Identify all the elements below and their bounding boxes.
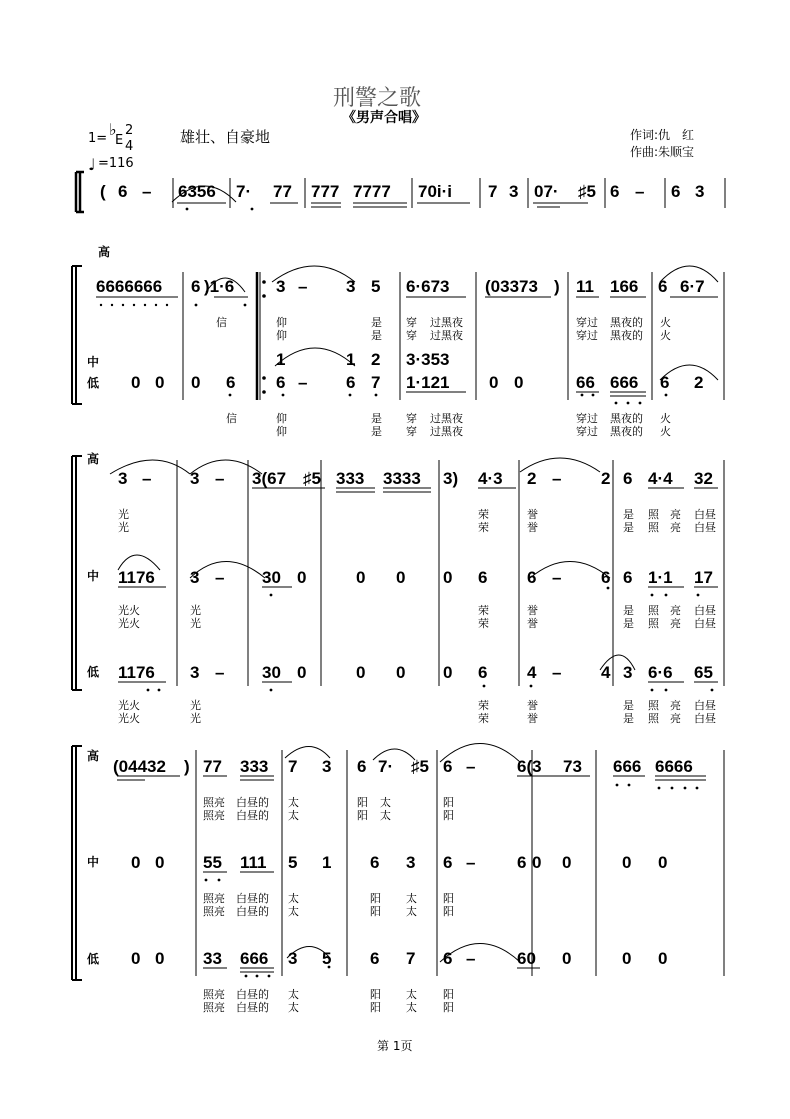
note-token: 4 xyxy=(601,663,611,682)
lyric: 是 xyxy=(623,521,634,534)
lyric: 白昼 xyxy=(694,617,716,630)
note-token: 6 xyxy=(478,568,488,587)
part-label-mid: 中 xyxy=(87,855,100,869)
lyric: 誉 xyxy=(527,699,538,712)
note-token: 7· xyxy=(378,757,394,776)
part-label-low: 低 xyxy=(87,376,100,390)
note-token: 65 xyxy=(694,663,713,682)
system-3-low xyxy=(118,663,713,682)
lyric: 是 xyxy=(623,699,634,712)
system-3-mid xyxy=(118,568,713,587)
lyric: 荣 xyxy=(478,617,489,630)
note-token: 0 xyxy=(514,373,524,392)
lyric: 白昼 xyxy=(694,604,716,617)
quarter-note-icon: ♩ xyxy=(88,155,96,174)
lyric: 荣 xyxy=(478,604,489,617)
lyric: 是 xyxy=(623,604,634,617)
lyric: 照 xyxy=(648,617,659,630)
note-token: – xyxy=(552,469,562,488)
note-token: 6 xyxy=(658,277,668,296)
note-token: 3 xyxy=(190,568,200,587)
note-token: 6666 xyxy=(655,757,693,776)
lyric: 照 xyxy=(648,508,659,521)
lyric: 阳 xyxy=(370,988,381,1001)
note-token: 11 xyxy=(576,277,594,296)
lyric: 穿 xyxy=(406,316,417,329)
lyric: 是 xyxy=(623,617,634,630)
lyric: 白昼的 xyxy=(236,809,269,822)
lyric: 白昼 xyxy=(694,712,716,725)
note-token: 3 xyxy=(623,663,633,682)
lyric: 光 xyxy=(118,521,129,534)
note-token: 5 xyxy=(371,277,381,296)
lyric: 照亮 xyxy=(203,796,225,809)
lyric: 亮 xyxy=(670,699,681,712)
part-label-mid: 中 xyxy=(87,355,100,369)
lyric: 照 xyxy=(648,521,659,534)
lyric: 白昼的 xyxy=(236,988,269,1001)
note-token: – xyxy=(215,469,225,488)
note-token: 33 xyxy=(203,949,222,968)
note-token: 3(67 xyxy=(252,469,287,488)
note-token: 70i·i xyxy=(418,182,453,201)
note-token: 0 xyxy=(443,568,453,587)
note-token: 1176 xyxy=(118,568,155,587)
note-token: – xyxy=(298,277,308,296)
note-token: 6 xyxy=(191,277,201,296)
lyric: 光火 xyxy=(118,712,140,725)
note-token: 55 xyxy=(203,853,222,872)
lyric: 照亮 xyxy=(203,905,225,918)
system-4-low xyxy=(131,949,667,968)
lyric: 光火 xyxy=(118,617,140,630)
note-token: 1176 xyxy=(118,663,155,682)
note-token: 0 xyxy=(443,663,453,682)
flat-sign: ♭ xyxy=(109,120,117,139)
lyric: 黑夜的 xyxy=(610,316,643,329)
note-token: 3 xyxy=(509,182,519,201)
note-token: 0 xyxy=(155,373,165,392)
lyric: 是 xyxy=(623,508,634,521)
lyric: 亮 xyxy=(670,604,681,617)
note-token: 0 xyxy=(658,949,668,968)
note-token: 6·7 xyxy=(680,277,705,296)
time-signature-top: 2 xyxy=(125,123,134,138)
lyric: 照亮 xyxy=(203,809,225,822)
lyric: 照亮 xyxy=(203,988,225,1001)
note-token: 777 xyxy=(311,182,340,201)
note-token: 0 xyxy=(191,373,201,392)
note-token: 6 xyxy=(118,182,128,201)
note-token: 0 xyxy=(356,663,366,682)
part-label-mid: 中 xyxy=(87,569,100,583)
lyric: 太 xyxy=(288,796,299,809)
note-token: 333 xyxy=(240,757,269,776)
lyric: 照亮 xyxy=(203,892,225,905)
expression-marking: 雄壮、自豪地 xyxy=(180,128,271,146)
note-token: – xyxy=(552,568,562,587)
note-token: 0 xyxy=(489,373,499,392)
note-token: 6·6 xyxy=(648,663,673,682)
lyric: 亮 xyxy=(670,712,681,725)
system-3-lyrics xyxy=(118,507,716,725)
lyric: 白昼的 xyxy=(236,892,269,905)
system-1-notes xyxy=(100,182,704,201)
lyric: 火 xyxy=(660,412,671,425)
note-token: 3 xyxy=(190,469,200,488)
system-4-lyrics xyxy=(203,795,454,1014)
note-token: 0 xyxy=(622,949,632,968)
note-token: 6 xyxy=(610,182,620,201)
note-token: 3 xyxy=(406,853,416,872)
system-3-high xyxy=(118,469,713,488)
note-token: 0 xyxy=(297,568,307,587)
note-token: 0 xyxy=(155,949,165,968)
lyric: 荣 xyxy=(478,699,489,712)
note-token: ♯5 xyxy=(411,757,429,776)
lyric: 仰 xyxy=(276,316,287,329)
note-token: 0 xyxy=(396,663,406,682)
lyric: 黑夜的 xyxy=(610,329,643,342)
lyric: 是 xyxy=(371,316,382,329)
lyric: 阳 xyxy=(370,892,381,905)
note-token: – xyxy=(142,469,152,488)
note-token: ( xyxy=(100,182,106,201)
note-token: 0 xyxy=(131,949,141,968)
note-token: 0 xyxy=(356,568,366,587)
lyric: 仰 xyxy=(276,329,287,342)
note-token: ♯5 xyxy=(303,469,321,488)
composer-credit: 作曲:朱顺宝 xyxy=(630,145,695,159)
note-token: 6 xyxy=(370,949,380,968)
note-token: 7 xyxy=(406,949,416,968)
part-label-low: 低 xyxy=(87,952,100,966)
note-token: 4·4 xyxy=(648,469,673,488)
note-token: 60 xyxy=(517,949,536,968)
lyric: 信 xyxy=(216,316,227,329)
note-token: 3 xyxy=(288,949,298,968)
note-token: – xyxy=(552,663,562,682)
note-token: – xyxy=(215,663,225,682)
note-token: 6 xyxy=(443,757,453,776)
lyric: 穿 xyxy=(406,412,417,425)
system-2-low xyxy=(131,373,703,392)
note-token: 6666666 xyxy=(96,277,163,296)
note-token: (04432 xyxy=(113,757,166,776)
note-token: 0 xyxy=(658,853,668,872)
lyric: 穿过 xyxy=(576,329,598,342)
lyric: 誉 xyxy=(527,712,538,725)
note-token: 2 xyxy=(601,469,611,488)
note-token: 1·1 xyxy=(648,568,673,587)
lyric: 照 xyxy=(648,604,659,617)
note-token: 3 xyxy=(118,469,128,488)
lyric: 仰 xyxy=(276,425,287,438)
note-token: 333 xyxy=(336,469,365,488)
lyric: 太 xyxy=(288,892,299,905)
lyricist-credit: 作词:仇 红 xyxy=(630,128,695,142)
note-token: 30 xyxy=(262,663,281,682)
note-token: 6(3 xyxy=(517,757,542,776)
note-token: 5 xyxy=(322,949,332,968)
lyric: 白昼 xyxy=(694,699,716,712)
note-token: 6 xyxy=(660,373,670,392)
note-token: 1 xyxy=(322,853,332,872)
note-token: 0 xyxy=(396,568,406,587)
note-token: 6·673 xyxy=(406,277,450,296)
lyric: 火 xyxy=(660,329,671,342)
lyric: 太 xyxy=(288,1001,299,1014)
note-token: 3 xyxy=(276,277,286,296)
lyric: 阳 xyxy=(370,1001,381,1014)
lyric: 太 xyxy=(380,796,391,809)
lyric: 光火 xyxy=(118,604,140,617)
lyric: 白昼的 xyxy=(236,1001,269,1014)
lyric: 光火 xyxy=(118,699,140,712)
part-label-high: 高 xyxy=(87,749,100,763)
note-token: 6 xyxy=(370,853,380,872)
lyric: 亮 xyxy=(670,521,681,534)
note-token: 3 xyxy=(346,277,356,296)
note-token: – xyxy=(466,949,476,968)
note-token: – xyxy=(635,182,645,201)
lyric: 太 xyxy=(288,988,299,1001)
note-token: – xyxy=(466,853,476,872)
note-token: 0 xyxy=(562,853,572,872)
note-token: 6356 xyxy=(178,182,216,201)
lyric: 阳 xyxy=(443,1001,454,1014)
lyric: 太 xyxy=(406,892,417,905)
note-token: 32 xyxy=(694,469,713,488)
tempo-marking: =116 xyxy=(98,156,134,171)
note-token: 3·353 xyxy=(406,350,450,369)
lyric: 白昼 xyxy=(694,521,716,534)
note-token: 6 xyxy=(226,373,236,392)
note-token: 73 xyxy=(563,757,582,776)
note-token: 2 xyxy=(694,373,704,392)
note-token: 77 xyxy=(203,757,222,776)
key-note: E xyxy=(115,133,124,148)
page-number: 第 1页 xyxy=(377,1039,413,1053)
note-token: 6 xyxy=(357,757,367,776)
lyric: 誉 xyxy=(527,521,538,534)
note-token: 0 xyxy=(622,853,632,872)
note-token: 6 xyxy=(623,568,633,587)
note-token: 7 xyxy=(288,757,298,776)
lyric: 太 xyxy=(288,905,299,918)
lyric: 太 xyxy=(288,809,299,822)
note-token: 6 xyxy=(478,663,488,682)
note-token: 4·3 xyxy=(478,469,503,488)
system-2-mid xyxy=(276,350,449,369)
note-token: ♯5 xyxy=(578,182,596,201)
system-4-mid xyxy=(131,853,667,872)
note-token: 7 xyxy=(488,182,498,201)
part-label-high: 高 xyxy=(87,452,100,466)
song-title: 刑警之歌 xyxy=(333,86,422,111)
note-token: 77 xyxy=(273,182,292,201)
note-token: 0 xyxy=(155,853,165,872)
note-token: 30 xyxy=(262,568,281,587)
note-token: 6 xyxy=(623,469,633,488)
note-token: – xyxy=(298,373,308,392)
lyric: 光 xyxy=(190,617,201,630)
lyric: 火 xyxy=(660,316,671,329)
note-token: 666 xyxy=(240,949,269,968)
lyric: 白昼 xyxy=(694,508,716,521)
note-token: ) xyxy=(184,757,190,776)
part-label-high: 高 xyxy=(98,245,111,259)
note-token: 1 xyxy=(276,350,286,369)
lyric: 太 xyxy=(380,809,391,822)
lyric: 光 xyxy=(190,604,201,617)
key-prefix: 1= xyxy=(88,131,108,146)
lyric: 亮 xyxy=(670,508,681,521)
note-token: 666 xyxy=(610,373,639,392)
lyric: 火 xyxy=(660,425,671,438)
lyric: 荣 xyxy=(478,712,489,725)
note-token: 7 xyxy=(371,373,381,392)
note-token: ) xyxy=(554,277,560,296)
note-token: 3 xyxy=(190,663,200,682)
lyric: 光 xyxy=(190,699,201,712)
lyric: 荣 xyxy=(478,521,489,534)
lyric: 阳 xyxy=(370,905,381,918)
note-token: (03373 xyxy=(485,277,538,296)
note-token: 0 xyxy=(297,663,307,682)
lyric: 照亮 xyxy=(203,1001,225,1014)
lyric: 过黑夜 xyxy=(430,329,463,342)
note-token: 6 xyxy=(346,373,356,392)
note-token: 6 xyxy=(671,182,681,201)
lyric: 阳 xyxy=(443,988,454,1001)
note-token: 7777 xyxy=(353,182,391,201)
note-token: 1 xyxy=(346,350,356,369)
lyric: 白昼的 xyxy=(236,905,269,918)
lyric: 阳 xyxy=(443,892,454,905)
note-token: 6 xyxy=(443,853,453,872)
note-token: – xyxy=(215,568,225,587)
lyric: 穿过 xyxy=(576,425,598,438)
lyric: 亮 xyxy=(670,617,681,630)
note-token: 3) xyxy=(443,469,459,488)
lyric: 过黑夜 xyxy=(430,425,463,438)
note-token: 6 xyxy=(443,949,453,968)
lyric: 过黑夜 xyxy=(430,316,463,329)
note-token: – xyxy=(466,757,476,776)
lyric: 阳 xyxy=(357,796,368,809)
lyric: 太 xyxy=(406,1001,417,1014)
lyric: 照 xyxy=(648,712,659,725)
lyric: 黑夜的 xyxy=(610,425,643,438)
note-token: 0 xyxy=(131,373,141,392)
note-token: 3333 xyxy=(383,469,421,488)
note-token: 666 xyxy=(613,757,642,776)
part-label-low: 低 xyxy=(87,665,100,679)
lyric: 照 xyxy=(648,699,659,712)
lyric: 誉 xyxy=(527,508,538,521)
lyric: 黑夜的 xyxy=(610,412,643,425)
note-token: 4 xyxy=(527,663,537,682)
note-token: 2 xyxy=(527,469,537,488)
note-token: 6 xyxy=(276,373,286,392)
lyric: 誉 xyxy=(527,604,538,617)
note-token: 2 xyxy=(371,350,381,369)
note-token: 66 xyxy=(576,373,595,392)
note-token: 3 xyxy=(322,757,332,776)
lyric: 是 xyxy=(371,329,382,342)
song-subtitle: 《男声合唱》 xyxy=(342,110,426,126)
lyric: 太 xyxy=(406,905,417,918)
system-4-high xyxy=(113,757,693,776)
note-token: 0 xyxy=(131,853,141,872)
note-token: 0 xyxy=(532,853,542,872)
note-token: 6 xyxy=(517,853,527,872)
note-token: 6 xyxy=(527,568,537,587)
lyric: 过黑夜 xyxy=(430,412,463,425)
note-token: 0 xyxy=(562,949,572,968)
lyric: 白昼的 xyxy=(236,796,269,809)
lyric: 阳 xyxy=(443,809,454,822)
time-signature-bottom: 4 xyxy=(125,139,134,154)
lyric: 信 xyxy=(226,412,237,425)
lyric: 是 xyxy=(371,412,382,425)
lyric: 仰 xyxy=(276,412,287,425)
note-token: 6 xyxy=(601,568,611,587)
note-token: – xyxy=(142,182,152,201)
note-token: 3 xyxy=(695,182,705,201)
note-token: 111 xyxy=(240,853,267,872)
note-token: 17 xyxy=(694,568,713,587)
note-token: 5 xyxy=(288,853,298,872)
lyric: 誉 xyxy=(527,617,538,630)
lyric: 穿 xyxy=(406,425,417,438)
lyric: 是 xyxy=(371,425,382,438)
lyric: 光 xyxy=(118,508,129,521)
lyric: 荣 xyxy=(478,508,489,521)
note-token: 166 xyxy=(610,277,639,296)
note-token: )1·6 xyxy=(204,277,235,296)
note-token: 1·121 xyxy=(406,373,450,392)
note-token: 7· xyxy=(236,182,252,201)
lyric: 阳 xyxy=(443,905,454,918)
lyric: 太 xyxy=(406,988,417,1001)
lyric: 是 xyxy=(623,712,634,725)
lyric: 光 xyxy=(190,712,201,725)
lyric: 穿过 xyxy=(576,412,598,425)
lyric: 阳 xyxy=(357,809,368,822)
lyric: 阳 xyxy=(443,796,454,809)
lyric: 穿过 xyxy=(576,316,598,329)
note-token: 07· xyxy=(534,182,559,201)
lyric: 穿 xyxy=(406,329,417,342)
